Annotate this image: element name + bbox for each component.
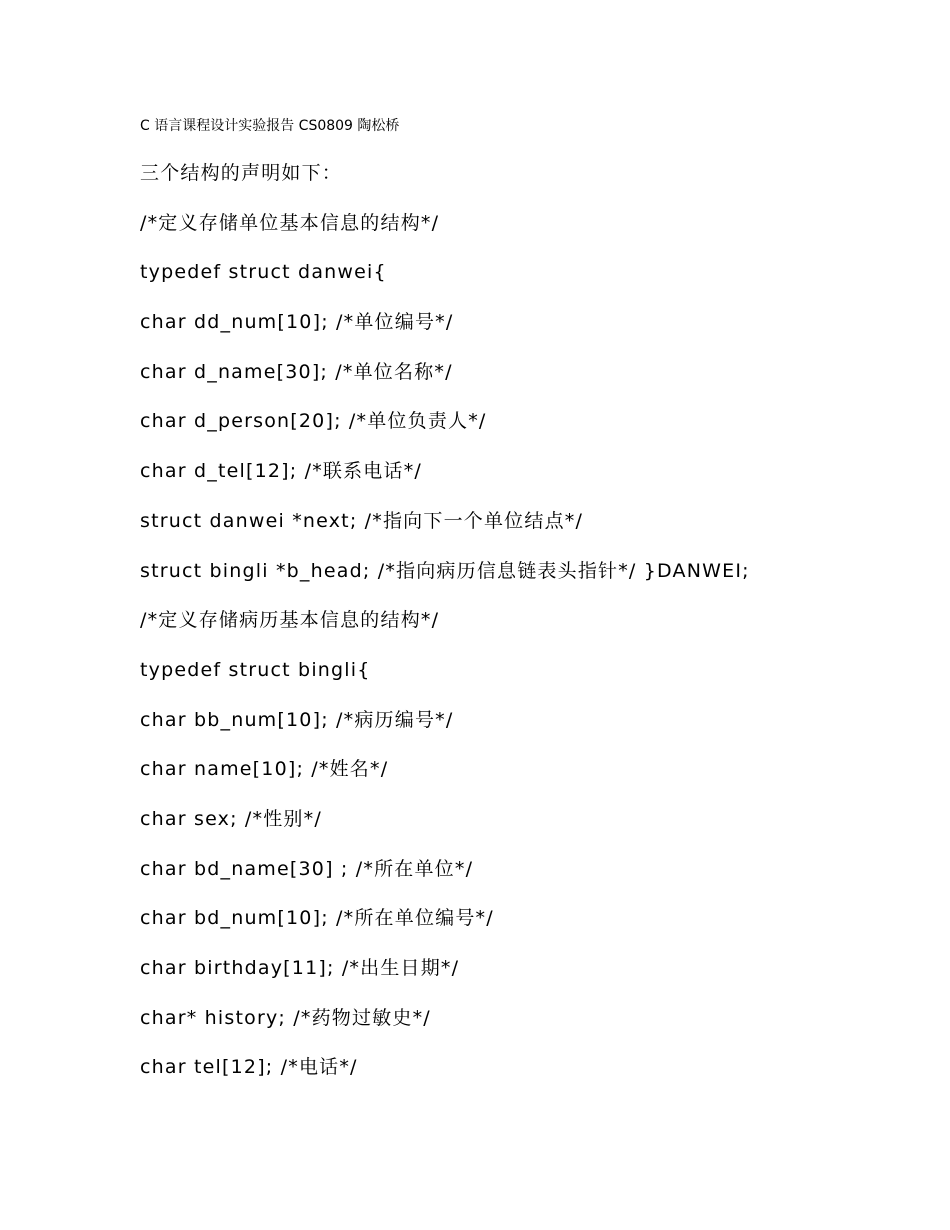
code-line: char sex; /*性别*/ — [140, 807, 322, 830]
code-line: char bb_num[10]; /*病历编号*/ — [140, 708, 454, 731]
code-line: char d_name[30]; /*单位名称*/ — [140, 360, 453, 383]
code-line: char* history; /*药物过敏史*/ — [140, 1006, 431, 1029]
code-line: char tel[12]; /*电话*/ — [140, 1056, 358, 1079]
page-header: C 语言课程设计实验报告 CS0809 陶松桥 — [140, 118, 400, 134]
code-line: char name[10]; /*姓名*/ — [140, 758, 389, 781]
code-line: char dd_num[10]; /*单位编号*/ — [140, 311, 454, 334]
code-line: typedef struct danwei{ — [140, 261, 387, 284]
intro-line: 三个结构的声明如下： — [140, 162, 343, 184]
code-line: char bd_name[30] ; /*所在单位*/ — [140, 857, 474, 880]
code-line: char birthday[11]; /*出生日期*/ — [140, 957, 460, 979]
code-line: struct bingli *b_head; /*指向病历信息链表头指针*/ }DANWEI; — [140, 559, 750, 582]
code-line: char bd_num[10]; /*所在单位编号*/ — [140, 907, 494, 930]
code-line: struct danwei *next; /*指向下一个单位结点*/ — [140, 509, 584, 532]
document-body — [140, 160, 920, 1104]
code-line: char d_person[20]; /*单位负责人*/ — [140, 410, 487, 433]
code-comment-line: /*定义存储病历基本信息的结构*/ — [140, 609, 440, 632]
code-line: char d_tel[12]; /*联系电话*/ — [140, 460, 423, 483]
code-line: typedef struct bingli{ — [140, 658, 371, 681]
code-comment-line: /*定义存储单位基本信息的结构*/ — [140, 211, 440, 234]
